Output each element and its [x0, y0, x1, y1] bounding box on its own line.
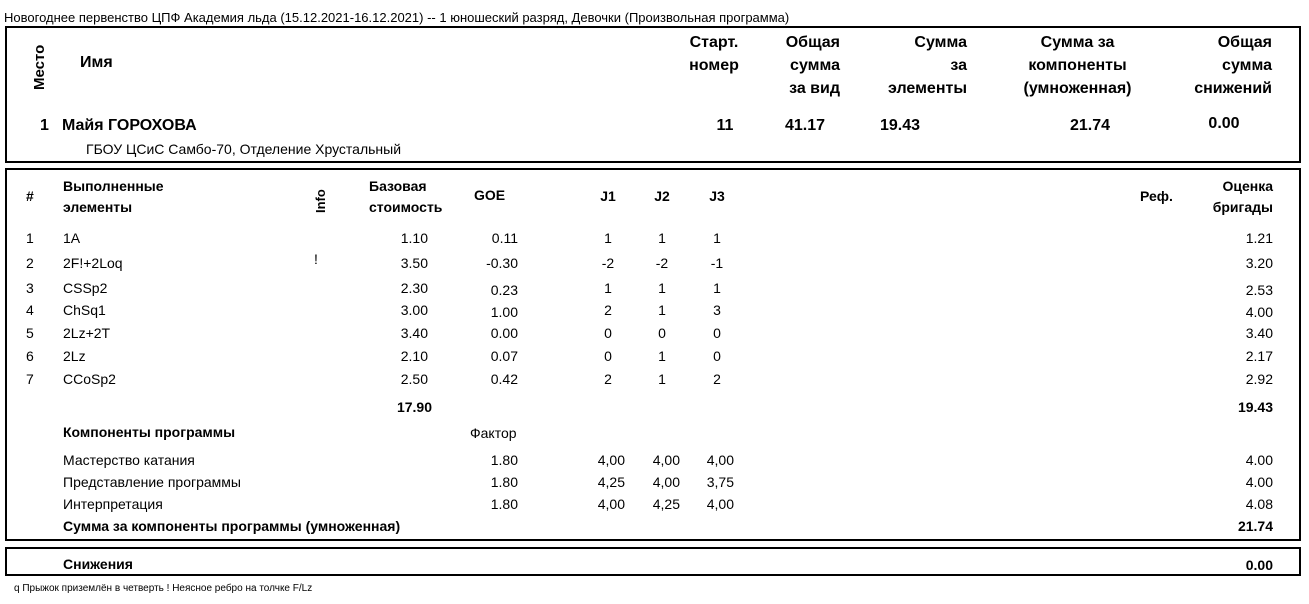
skater-total: 41.17 [784, 117, 826, 134]
base-value-header: Базовая стоимость [369, 178, 443, 215]
event-title: Новогоднее первенство ЦПФ Академия льда (15.12.2021-16.12.2021) -- 1 юношеский разряд, Девочки (Произвольная программа) [4, 10, 790, 25]
skater-components-score: 21.74 [1069, 117, 1111, 134]
element-num: 4 [26, 302, 34, 318]
j2-header: J2 [654, 188, 670, 204]
element-name: CCoSp2 [63, 371, 116, 387]
panel-score-header: Оценка бригады [1212, 178, 1273, 215]
component-factor: 1.80 [490, 452, 518, 468]
element-name: 2Lz [63, 348, 86, 364]
element-j1: 2 [604, 302, 612, 318]
element-panel-score: 4.00 [1245, 304, 1273, 320]
deductions-box [5, 547, 1301, 576]
base-value-total: 17.90 [396, 399, 432, 415]
place-label: Место [31, 44, 48, 90]
element-name: CSSp2 [63, 280, 108, 296]
element-name: 2Lz+2T [63, 325, 111, 341]
footnote: q Прыжок приземлён в четверть ! Неясное ребро на толчке F/Lz [14, 583, 313, 594]
element-panel-score: 3.20 [1245, 255, 1273, 271]
element-name: 1A [63, 230, 81, 246]
element-j3: 2 [713, 371, 721, 387]
deductions-label: Снижения [63, 556, 133, 572]
components-title: Компоненты программы [63, 424, 236, 440]
component-j3: 3,75 [706, 474, 734, 490]
element-goe: 0.11 [491, 230, 518, 246]
element-j3: 3 [713, 302, 721, 318]
component-factor: 1.80 [490, 496, 518, 512]
skater-start-number: 11 [716, 117, 734, 134]
component-j2: 4,00 [652, 474, 680, 490]
element-j3: 1 [713, 280, 721, 296]
element-base-value: 1.10 [400, 230, 428, 246]
skater-place: 1 [40, 117, 49, 134]
element-name: 2F!+2Loq [63, 255, 123, 271]
element-num: 1 [26, 230, 34, 246]
start-number-label: Старт. номер [689, 34, 739, 74]
element-j2: -2 [655, 255, 669, 271]
component-j3: 4,00 [706, 496, 734, 512]
components-sum-value: 21.74 [1237, 518, 1273, 534]
element-j1: 1 [604, 230, 612, 246]
element-j3: -1 [710, 255, 724, 271]
skater-elements-score: 19.43 [879, 117, 921, 134]
element-goe: 0.42 [490, 371, 518, 387]
component-panel-score: 4.00 [1245, 452, 1273, 468]
element-base-value: 2.50 [400, 371, 428, 387]
skater-club: ГБОУ ЦСиС Самбо-70, Отделение Хрустальный [86, 141, 402, 157]
element-goe: 0.07 [490, 348, 518, 364]
element-j1: 2 [604, 371, 612, 387]
element-j2: 1 [658, 280, 666, 296]
element-num: 3 [26, 280, 34, 296]
element-j2: 1 [658, 230, 666, 246]
element-base-value: 3.50 [400, 255, 428, 271]
component-factor: 1.80 [490, 474, 518, 490]
element-goe: 1.00 [490, 304, 518, 320]
element-j2: 1 [658, 371, 666, 387]
element-j3: 0 [713, 348, 721, 364]
element-j3: 1 [713, 230, 721, 246]
factor-label: Фактор [470, 425, 517, 441]
element-j1: 1 [604, 280, 612, 296]
component-j1: 4,00 [597, 452, 625, 468]
element-base-value: 2.30 [400, 280, 428, 296]
element-panel-score: 2.53 [1245, 282, 1273, 298]
element-num: 2 [26, 255, 34, 271]
element-j1: -2 [601, 255, 615, 271]
referee-header: Реф. [1140, 188, 1173, 204]
elements-name-header: Выполненные элементы [63, 178, 164, 215]
element-goe: 0.23 [490, 282, 518, 298]
j1-header: J1 [600, 188, 616, 204]
element-base-value: 3.40 [400, 325, 428, 341]
element-j1: 0 [604, 348, 612, 364]
component-j1: 4,00 [597, 496, 625, 512]
skater-deductions: 0.00 [1208, 115, 1240, 132]
element-panel-score: 2.17 [1245, 348, 1273, 364]
deductions-value: 0.00 [1245, 557, 1273, 573]
deductions-score-label: Общая сумма снижений [1194, 34, 1272, 97]
element-info: ! [314, 251, 318, 267]
info-header: Info [313, 189, 328, 213]
component-j2: 4,00 [652, 452, 680, 468]
element-base-value: 3.00 [400, 302, 428, 318]
component-panel-score: 4.08 [1245, 496, 1273, 512]
element-panel-score: 1.21 [1245, 230, 1273, 246]
elements-score-label: Сумма за элементы [888, 34, 967, 97]
component-name: Мастерство катания [63, 452, 195, 468]
components-sum-label: Сумма за компоненты программы (умноженная) [63, 518, 401, 534]
element-num: 7 [26, 371, 34, 387]
j3-header: J3 [709, 188, 725, 204]
component-name: Представление программы [63, 474, 241, 490]
component-j2: 4,25 [652, 496, 680, 512]
element-num: 6 [26, 348, 34, 364]
element-name: ChSq1 [63, 302, 106, 318]
element-panel-score: 3.40 [1245, 325, 1273, 341]
component-panel-score: 4.00 [1245, 474, 1273, 490]
total-score-label: Общая сумма за вид [785, 34, 840, 97]
element-base-value: 2.10 [400, 348, 428, 364]
element-goe: 0.00 [490, 325, 518, 341]
goe-header: GOE [474, 187, 506, 203]
element-panel-score: 2.92 [1245, 371, 1273, 387]
element-j2: 1 [658, 302, 666, 318]
element-goe: -0.30 [486, 255, 518, 271]
element-j2: 0 [658, 325, 666, 341]
component-j1: 4,25 [597, 474, 625, 490]
element-j2: 1 [658, 348, 666, 364]
element-j3: 0 [713, 325, 721, 341]
skater-name: Майя ГОРОХОВА [62, 117, 197, 134]
element-num: 5 [26, 325, 34, 341]
component-name: Интерпретация [63, 496, 163, 512]
elements-total: 19.43 [1237, 399, 1273, 415]
name-label: Имя [80, 54, 113, 71]
element-j1: 0 [604, 325, 612, 341]
components-score-label: Сумма за компоненты (умноженная) [1023, 34, 1132, 97]
component-j3: 4,00 [706, 452, 734, 468]
elements-num-header: # [26, 188, 34, 204]
